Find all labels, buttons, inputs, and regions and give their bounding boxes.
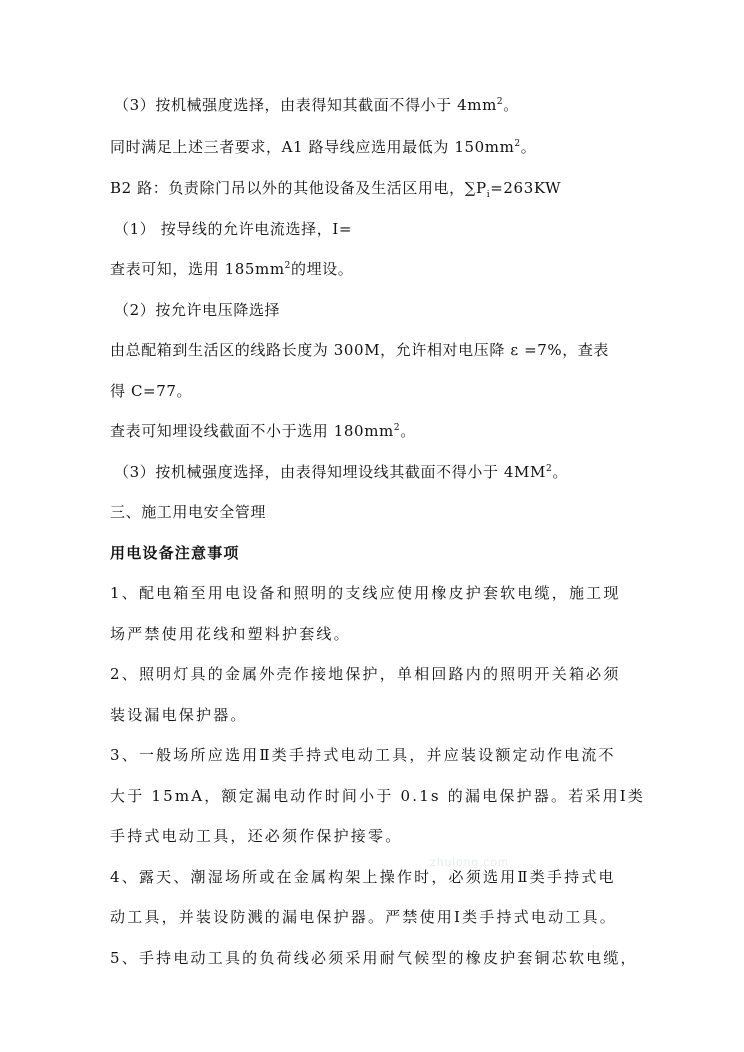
- text-line-b2-c-value: 得 C=77。: [110, 382, 193, 400]
- watermark: zhulong.com: [430, 855, 510, 869]
- text-line-b2-line-length: 由总配箱到生活区的线路长度为 300M，允许相对电压降 ε =7%，查表: [110, 341, 610, 359]
- text-line-item3-a: 3、一般场所应选用Ⅱ类手持式电动工具，并应装设额定动作电流不: [110, 746, 616, 764]
- text-line-b2-current-selection: （1） 按导线的允许电流选择，I=: [114, 220, 353, 238]
- text-line-a1-conclusion: 同时满足上述三者要求，A1 路导线应选用最低为 $150mm^2$。: [110, 138, 537, 156]
- text-line-item3-c: 手持式电动工具，还必须作保护接零。: [110, 827, 403, 845]
- text-line-item4-a: 4、露天、潮湿场所或在金属构架上操作时，必须选用Ⅱ类手持式电: [110, 868, 616, 886]
- subheading-equipment-notes: 用电设备注意事项: [110, 544, 240, 562]
- text-line-item4-b: 动工具，并装设防溅的漏电保护器。严禁使用Ⅰ类手持式电动工具。: [110, 908, 617, 926]
- text-line-b2-table-185: 查表可知，选用 $185mm^2$的埋设。: [110, 260, 354, 278]
- section-heading-safety-management: 三、施工用电安全管理: [110, 503, 267, 521]
- text-line-b2-table-180: 查表可知埋设线截面不小于选用 $180mm^2$。: [110, 422, 416, 440]
- text-line-item2-a: 2、照明灯具的金属外壳作接地保护，单相回路内的照明开关箱必须: [110, 665, 621, 683]
- text-line-b2-mechanical-strength: （3）按机械强度选择，由表得知埋设线其截面不得小于 $4MM^2$。: [114, 463, 568, 481]
- text-line-mechanical-strength-a1: （3）按机械强度选择，由表得知其截面不得小于 $4mm^2$。: [114, 96, 519, 114]
- text-line-item1-a: 1、配电箱至用电设备和照明的支线应使用橡皮护套软电缆，施工现: [110, 584, 621, 602]
- text-line-b2-voltage-drop: （2）按允许电压降选择: [114, 301, 281, 319]
- text-line-item5-a: 5、手持电动工具的负荷线必须采用耐气候型的橡皮护套铜芯软电缆，: [110, 949, 638, 967]
- text-line-item3-b: 大于 15mA，额定漏电动作时间小于 0.1s 的漏电保护器。若采用Ⅰ类: [110, 787, 646, 805]
- text-line-item1-b: 场严禁使用花线和塑料护套线。: [110, 625, 351, 643]
- text-line-item2-b: 装设漏电保护器。: [110, 706, 248, 724]
- text-line-b2-load: B2 路：负责除门吊以外的其他设备及生活区用电，$\sum P_i=263KW$: [110, 179, 562, 200]
